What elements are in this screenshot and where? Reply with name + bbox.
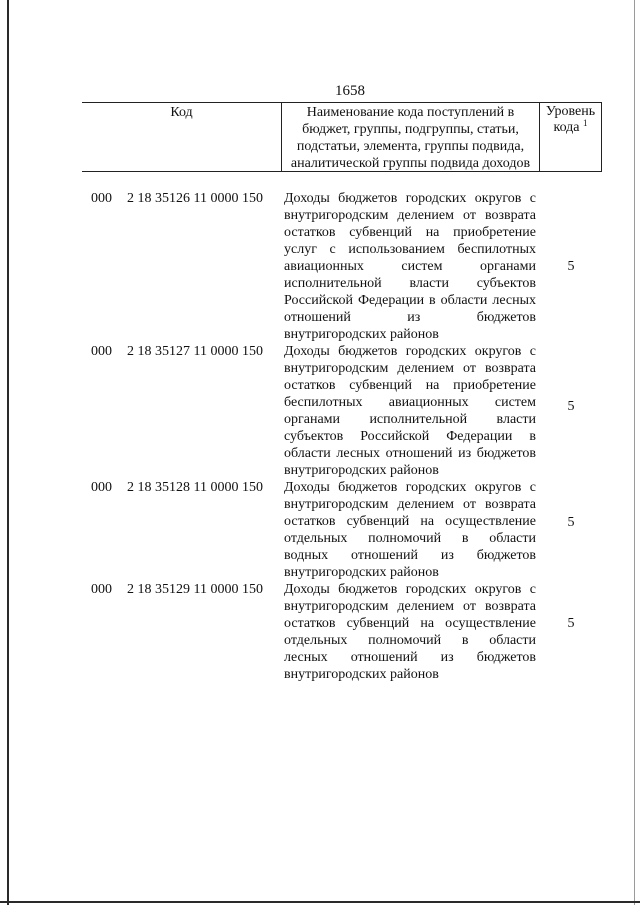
income-name-line: Российской Федерации в области лесных [284, 293, 536, 308]
income-name-line: Доходы бюджетов городских округов с [284, 480, 536, 495]
income-name [284, 190, 536, 343]
income-name-line: внутригородских районов [284, 667, 439, 682]
income-name-line: внутригородских районов [284, 327, 439, 342]
page-number-container [0, 83, 640, 100]
level-value: 5 [567, 399, 575, 414]
header-level-column [540, 102, 602, 172]
income-name-line: отдельных полномочий в области [284, 633, 536, 648]
income-code: 2 18 35126 11 0000 150 [127, 191, 263, 206]
income-name-line: Доходы бюджетов городских округов с [284, 344, 536, 359]
admin-code: 000 [91, 480, 112, 495]
income-name-line: области лесных отношений из бюджетов [284, 446, 536, 461]
income-name-line: остатков субвенций на приобретение [284, 378, 536, 393]
income-name-line: внутригородским делением от возврата [284, 497, 536, 512]
header-level-line2 [540, 120, 601, 136]
income-code: 2 18 35129 11 0000 150 [127, 582, 263, 597]
income-name-line: внутригородских районов [284, 565, 439, 580]
header-name-column [282, 102, 540, 172]
income-name-line: отдельных полномочий в области [284, 531, 536, 546]
income-name-line: лесных отношений из бюджетов [284, 650, 536, 665]
admin-code: 000 [91, 344, 112, 359]
level-value: 5 [567, 259, 575, 274]
header-name-line: подстатьи, элемента, группы подвида, [296, 139, 525, 154]
income-name-line: отношений из бюджетов [284, 310, 536, 325]
income-code: 2 18 35127 11 0000 150 [127, 344, 263, 359]
income-name-line: внутригородских районов [284, 463, 439, 478]
income-name-line: остатков субвенций на осуществление [284, 514, 536, 529]
income-name-line: водных отношений из бюджетов [284, 548, 536, 563]
header-code-label: Код [170, 105, 193, 120]
income-name-line: услуг с использованием беспилотных [284, 242, 536, 257]
income-name [284, 581, 536, 683]
header-name-line: аналитической группы подвида доходов [290, 156, 531, 171]
level-value: 5 [567, 515, 575, 530]
income-name-line: внутригородским делением от возврата [284, 208, 536, 223]
income-name-line: Доходы бюджетов городских округов с [284, 582, 536, 597]
level-value: 5 [567, 616, 575, 631]
admin-code: 000 [91, 582, 112, 597]
income-name-line: внутригородским делением от возврата [284, 599, 536, 614]
page-frame-left [7, 0, 9, 905]
page-frame-bottom [0, 901, 640, 903]
income-code: 2 18 35128 11 0000 150 [127, 480, 263, 495]
income-name-line: Доходы бюджетов городских округов с [284, 191, 536, 206]
header-level-label-code: кода [553, 120, 580, 135]
income-name-line: беспилотных авиационных систем [284, 395, 536, 410]
header-level-label: Уровень [545, 104, 596, 119]
income-name-line: остатков субвенций на приобретение [284, 225, 536, 240]
page-number: 1658 [335, 83, 365, 99]
income-name [284, 343, 536, 479]
header-name-line: бюджет, группы, подгруппы, статьи, [302, 122, 519, 137]
header-level-footnote: 1 [583, 118, 588, 128]
income-name-line: исполнительной власти субъектов [284, 276, 536, 291]
admin-code: 000 [91, 191, 112, 206]
income-name [284, 479, 536, 581]
income-name-line: авиационных систем органами [284, 259, 536, 274]
header-code-column [82, 102, 282, 172]
header-name-line: Наименование кода поступлений в [306, 105, 515, 120]
income-name-line: органами исполнительной власти [284, 412, 536, 427]
income-name-line: внутригородским делением от возврата [284, 361, 536, 376]
page-frame-right [634, 0, 635, 905]
income-name-line: субъектов Российской Федерации в [284, 429, 536, 444]
income-name-line: остатков субвенций на осуществление [284, 616, 536, 631]
